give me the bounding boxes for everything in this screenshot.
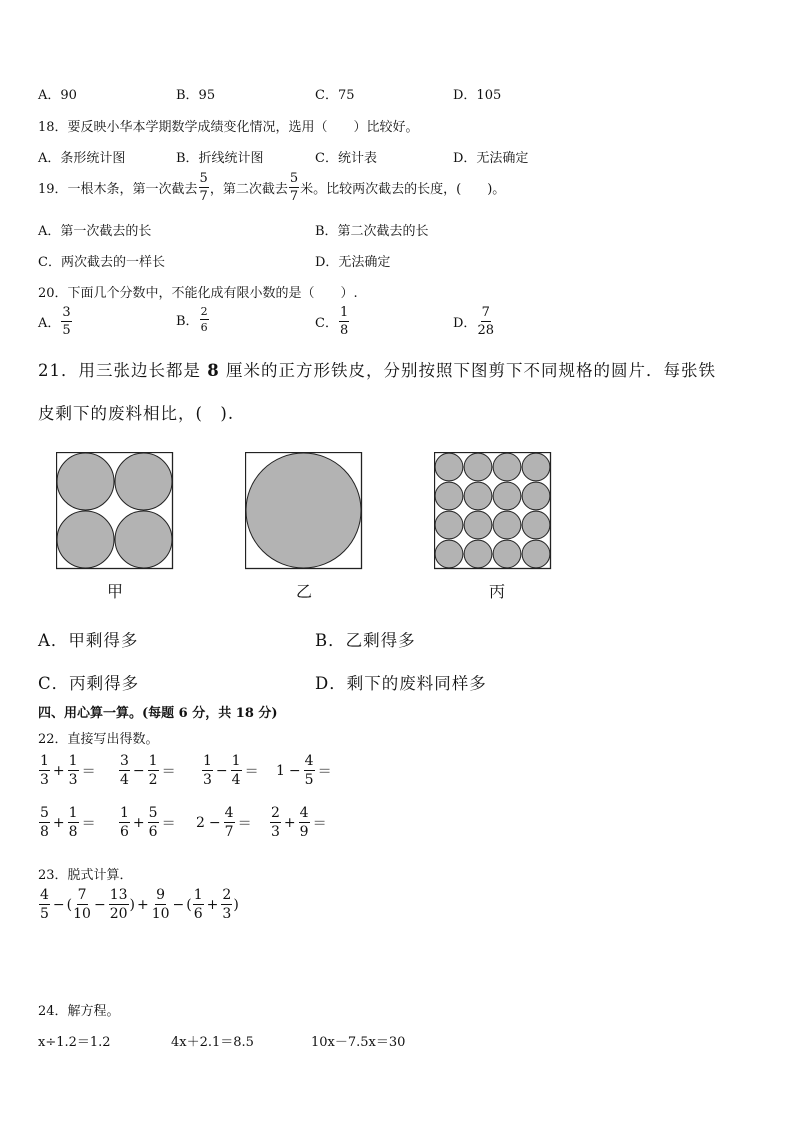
circle-piece bbox=[435, 482, 463, 510]
expr-fraction bbox=[73, 888, 91, 921]
fraction-denominator: 6 bbox=[148, 824, 158, 840]
figure-yi bbox=[245, 452, 363, 570]
expr-fraction bbox=[193, 888, 204, 921]
fraction-numerator: 4 bbox=[40, 887, 49, 903]
whole-number: 1 bbox=[276, 762, 285, 779]
q19-fraction-2 bbox=[289, 172, 299, 203]
expr-fraction bbox=[221, 888, 232, 921]
fraction-numerator: 1 bbox=[40, 753, 49, 769]
expr-fraction bbox=[152, 888, 170, 921]
fraction bbox=[119, 806, 130, 839]
fraction-numerator: 1 bbox=[148, 753, 158, 769]
q22-row-1 bbox=[38, 754, 438, 794]
q21-option-d: D．剩下的废料同样多 bbox=[315, 674, 487, 693]
circle-piece bbox=[464, 511, 492, 539]
q19-fraction-1 bbox=[199, 172, 209, 203]
fraction-numerator: 2 bbox=[271, 805, 280, 821]
q21-option-c: C．丙剩得多 bbox=[38, 674, 140, 693]
q22-problem bbox=[38, 754, 98, 787]
q22-problem bbox=[118, 806, 178, 839]
q22-problem bbox=[38, 806, 98, 839]
q22-row-2 bbox=[38, 806, 438, 846]
q19-stem-part3: 米。比较两次截去的长度，( )。 bbox=[300, 182, 506, 197]
figure-yi-caption: 乙 bbox=[296, 582, 313, 601]
fraction-denominator: 3 bbox=[271, 824, 280, 840]
q17-option-a: A．90 bbox=[38, 88, 77, 103]
fraction bbox=[148, 806, 159, 839]
q20-stem: 20．下面几个分数中，不能化成有限小数的是（ ）. bbox=[38, 286, 358, 301]
q24-stem: 24．解方程。 bbox=[38, 1004, 120, 1019]
fraction bbox=[39, 754, 50, 787]
fraction-denominator: 8 bbox=[339, 323, 349, 338]
q24-equation-3: 10x－7.5x＝30 bbox=[311, 1035, 406, 1050]
fraction-denominator: 3 bbox=[68, 772, 78, 788]
section-4-title: 四、用心算一算。(每题 6 分，共 18 分) bbox=[38, 706, 278, 721]
fraction-denominator: 7 bbox=[289, 189, 299, 204]
minus-sign: − bbox=[52, 896, 65, 913]
circle-piece bbox=[464, 540, 492, 568]
fraction bbox=[270, 806, 281, 839]
fraction bbox=[39, 806, 50, 839]
q20-fraction-d bbox=[477, 306, 494, 337]
figure-jia-caption: 甲 bbox=[107, 582, 124, 601]
q18-option-a: A．条形统计图 bbox=[38, 151, 126, 166]
fraction-numerator: 4 bbox=[299, 805, 309, 821]
plus-sign: + bbox=[52, 814, 65, 831]
q19-stem-part1: 19．一根木条，第一次截去 bbox=[38, 182, 198, 197]
fraction-numerator: 7 bbox=[481, 305, 490, 320]
close-paren: ) bbox=[233, 896, 239, 913]
circle-piece bbox=[493, 540, 521, 568]
equals-sign: ＝ bbox=[237, 815, 252, 832]
fraction-denominator: 9 bbox=[299, 824, 309, 840]
q17-option-d: D．105 bbox=[453, 88, 502, 103]
fraction bbox=[148, 754, 159, 787]
fraction-numerator: 9 bbox=[156, 887, 166, 903]
q20-fraction-a bbox=[61, 306, 71, 337]
fraction-numerator: 13 bbox=[109, 887, 128, 903]
fraction-denominator: 3 bbox=[40, 772, 49, 788]
q20-option-a bbox=[38, 306, 73, 337]
q20-option-c bbox=[315, 306, 350, 337]
option-label: A． bbox=[38, 316, 61, 331]
fraction-numerator: 1 bbox=[68, 753, 78, 769]
option-label: B． bbox=[176, 314, 199, 329]
q18-option-c: C．统计表 bbox=[315, 151, 377, 166]
q17-option-c: C．75 bbox=[315, 88, 355, 103]
figure-bing-caption: 丙 bbox=[489, 582, 506, 601]
plus-sign: + bbox=[206, 896, 219, 913]
minus-sign: − bbox=[93, 896, 106, 913]
q19-option-a: A．第一次截去的长 bbox=[38, 224, 152, 239]
fraction-numerator: 1 bbox=[68, 805, 78, 821]
q22-problem bbox=[274, 754, 334, 787]
circle-piece bbox=[435, 540, 463, 568]
fraction bbox=[202, 754, 213, 787]
close-paren: ) bbox=[129, 896, 135, 913]
q19-option-d: D．无法确定 bbox=[315, 255, 391, 270]
equals-sign: ＝ bbox=[81, 815, 96, 832]
circle-piece bbox=[493, 453, 521, 481]
circle-piece bbox=[115, 511, 172, 568]
fraction-denominator: 4 bbox=[231, 772, 241, 788]
fraction-numerator: 4 bbox=[224, 805, 234, 821]
fraction-numerator: 4 bbox=[304, 753, 314, 769]
minus-sign: − bbox=[288, 762, 301, 779]
fraction-denominator: 8 bbox=[40, 824, 49, 840]
fraction-numerator: 1 bbox=[203, 753, 212, 769]
fraction-numerator: 5 bbox=[289, 171, 299, 186]
circle-piece bbox=[522, 511, 550, 539]
fraction-denominator: 5 bbox=[62, 323, 71, 338]
fraction-numerator: 5 bbox=[40, 805, 49, 821]
q21-side-length: 8 bbox=[207, 361, 220, 380]
fraction bbox=[304, 754, 315, 787]
option-label: C． bbox=[315, 316, 338, 331]
minus-sign: − bbox=[215, 762, 228, 779]
q21-stem-line2: 皮剩下的废料相比，( ). bbox=[38, 404, 235, 423]
minus-sign: − bbox=[132, 762, 145, 779]
expr-fraction bbox=[109, 888, 129, 921]
q20-fraction-b bbox=[200, 306, 209, 333]
fraction-denominator: 7 bbox=[224, 824, 234, 840]
fraction-numerator: 1 bbox=[193, 887, 203, 903]
equals-sign: ＝ bbox=[244, 763, 259, 780]
plus-sign: + bbox=[136, 896, 149, 913]
fraction bbox=[68, 806, 79, 839]
circle-piece bbox=[435, 453, 463, 481]
equals-sign: ＝ bbox=[317, 763, 332, 780]
equals-sign: ＝ bbox=[161, 815, 176, 832]
fraction-numerator: 3 bbox=[62, 305, 71, 320]
q24-equation-1: x÷1.2＝1.2 bbox=[38, 1035, 111, 1050]
circle-piece bbox=[464, 482, 492, 510]
minus-sign: − bbox=[208, 814, 221, 831]
circle-piece bbox=[57, 453, 114, 510]
minus-sign: − bbox=[172, 896, 185, 913]
circle-piece bbox=[522, 540, 550, 568]
circle-piece bbox=[435, 511, 463, 539]
fraction-denominator: 5 bbox=[304, 772, 314, 788]
whole-number: 2 bbox=[196, 814, 205, 831]
q18-option-b: B．折线统计图 bbox=[176, 151, 264, 166]
q18-option-d: D．无法确定 bbox=[453, 151, 529, 166]
q22-problem bbox=[194, 806, 254, 839]
fraction-denominator: 10 bbox=[151, 906, 170, 922]
fraction-denominator: 7 bbox=[199, 189, 208, 204]
q21-stem-line1 bbox=[38, 357, 716, 381]
fraction-denominator: 20 bbox=[109, 906, 128, 922]
fraction-numerator: 1 bbox=[339, 305, 349, 320]
fraction-denominator: 2 bbox=[148, 772, 158, 788]
fraction bbox=[224, 806, 235, 839]
fraction-denominator: 3 bbox=[203, 772, 212, 788]
fraction-denominator: 10 bbox=[73, 906, 91, 922]
fraction-denominator: 6 bbox=[193, 906, 203, 922]
circle-piece bbox=[115, 453, 172, 510]
fraction bbox=[231, 754, 242, 787]
fraction-numerator: 1 bbox=[231, 753, 241, 769]
fraction bbox=[299, 806, 310, 839]
circle-piece bbox=[493, 511, 521, 539]
q20-option-b bbox=[176, 306, 210, 333]
q19-stem-part2: ，第二次截去 bbox=[209, 182, 288, 197]
q17-option-b: B．95 bbox=[176, 88, 216, 103]
q18-stem: 18．要反映小华本学期数学成绩变化情况，选用（ ）比较好。 bbox=[38, 120, 419, 135]
plus-sign: + bbox=[52, 762, 65, 779]
plus-sign: + bbox=[283, 814, 296, 831]
equals-sign: ＝ bbox=[161, 763, 176, 780]
option-label: D． bbox=[453, 316, 477, 331]
q23-stem: 23．脱式计算． bbox=[38, 868, 133, 883]
q22-stem: 22．直接写出得数。 bbox=[38, 732, 159, 747]
circle-piece bbox=[57, 511, 114, 568]
q21-option-a: A．甲剩得多 bbox=[38, 631, 139, 650]
q22-problem bbox=[118, 754, 178, 787]
q19-option-b: B．第二次截去的长 bbox=[315, 224, 429, 239]
figure-bing bbox=[434, 452, 552, 570]
q24-equation-2: 4x＋2.1＝8.5 bbox=[171, 1035, 254, 1050]
fraction-denominator: 5 bbox=[40, 906, 49, 922]
equals-sign: ＝ bbox=[81, 763, 96, 780]
fraction-numerator: 2 bbox=[222, 887, 232, 903]
plus-sign: + bbox=[132, 814, 145, 831]
q21-stem-text: 厘米的正方形铁皮，分别按照下图剪下不同规格的圆片．每张铁 bbox=[219, 361, 716, 380]
q20-fraction-c bbox=[339, 306, 349, 337]
equals-sign: ＝ bbox=[312, 815, 327, 832]
q19-stem bbox=[38, 172, 505, 203]
circle-piece bbox=[493, 482, 521, 510]
circle-piece bbox=[522, 453, 550, 481]
fraction-denominator: 28 bbox=[477, 323, 494, 338]
expr-fraction bbox=[39, 888, 50, 921]
fraction-numerator: 7 bbox=[77, 887, 87, 903]
fraction-denominator: 8 bbox=[68, 824, 78, 840]
fraction bbox=[119, 754, 130, 787]
open-paren: ( bbox=[186, 896, 192, 913]
circle-piece bbox=[522, 482, 550, 510]
q22-problem bbox=[201, 754, 261, 787]
figure-jia bbox=[56, 452, 174, 570]
q21-option-b: B．乙剩得多 bbox=[315, 631, 416, 650]
circle-piece bbox=[464, 453, 492, 481]
q22-problem bbox=[269, 806, 329, 839]
fraction-denominator: 3 bbox=[222, 906, 232, 922]
q19-option-c: C．两次截去的一样长 bbox=[38, 255, 165, 270]
fraction-numerator: 1 bbox=[120, 805, 129, 821]
fraction bbox=[68, 754, 79, 787]
open-paren: ( bbox=[66, 896, 73, 913]
fraction-denominator: 6 bbox=[120, 824, 129, 840]
fraction-numerator: 5 bbox=[199, 171, 208, 186]
fraction-numerator: 5 bbox=[148, 805, 158, 821]
fraction-numerator: 2 bbox=[200, 305, 208, 318]
q23-expression bbox=[38, 888, 239, 921]
circle-piece bbox=[246, 453, 361, 568]
fraction-numerator: 3 bbox=[120, 753, 129, 769]
fraction-denominator: 6 bbox=[200, 321, 208, 334]
fraction-denominator: 4 bbox=[120, 772, 129, 788]
q20-option-d bbox=[453, 306, 495, 337]
q21-stem-text: 21．用三张边长都是 bbox=[38, 361, 208, 380]
